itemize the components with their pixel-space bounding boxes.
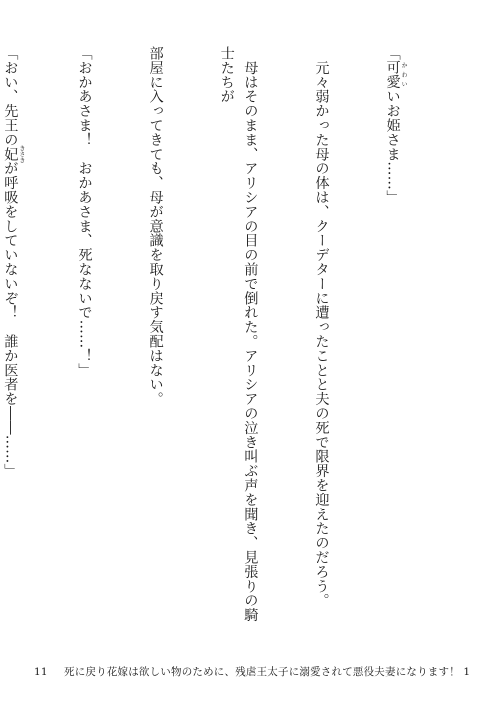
text-line: 「可愛 かわいいお姫さま……」 (384, 46, 408, 205)
text-line: 「おかあさま！ おかあさま、死なないで……！」 (76, 46, 93, 378)
ruby-kisaki: 妃 きさき (2, 145, 25, 164)
text-line: 「おい、先王の妃 きさきが呼吸をしていないぞ！ 誰か医者を――……」 (2, 46, 25, 478)
vertical-text-body (2, 46, 454, 636)
page-footer (34, 664, 470, 679)
text-line: 母はそのまま、アリシアの目の前で倒れた。アリシアの泣き叫ぶ声を聞き、見張りの騎士たちが (218, 46, 259, 623)
running-title: 死に戻り花嫁は欲しい物のために、残虐王太子に溺愛されて悪役夫妻になります！ 1 (64, 666, 471, 678)
text-line: 部屋に入ってきても、母が意識を取り戻す気配はない。 (147, 46, 164, 406)
page-number: 11 (34, 666, 48, 678)
text-line: 元々弱かった母の体は、クーデターに遭ったことと夫の死で限界を迎えたのだろう。 (313, 60, 330, 608)
ruby-kawaii: 可愛 かわい (384, 60, 408, 90)
